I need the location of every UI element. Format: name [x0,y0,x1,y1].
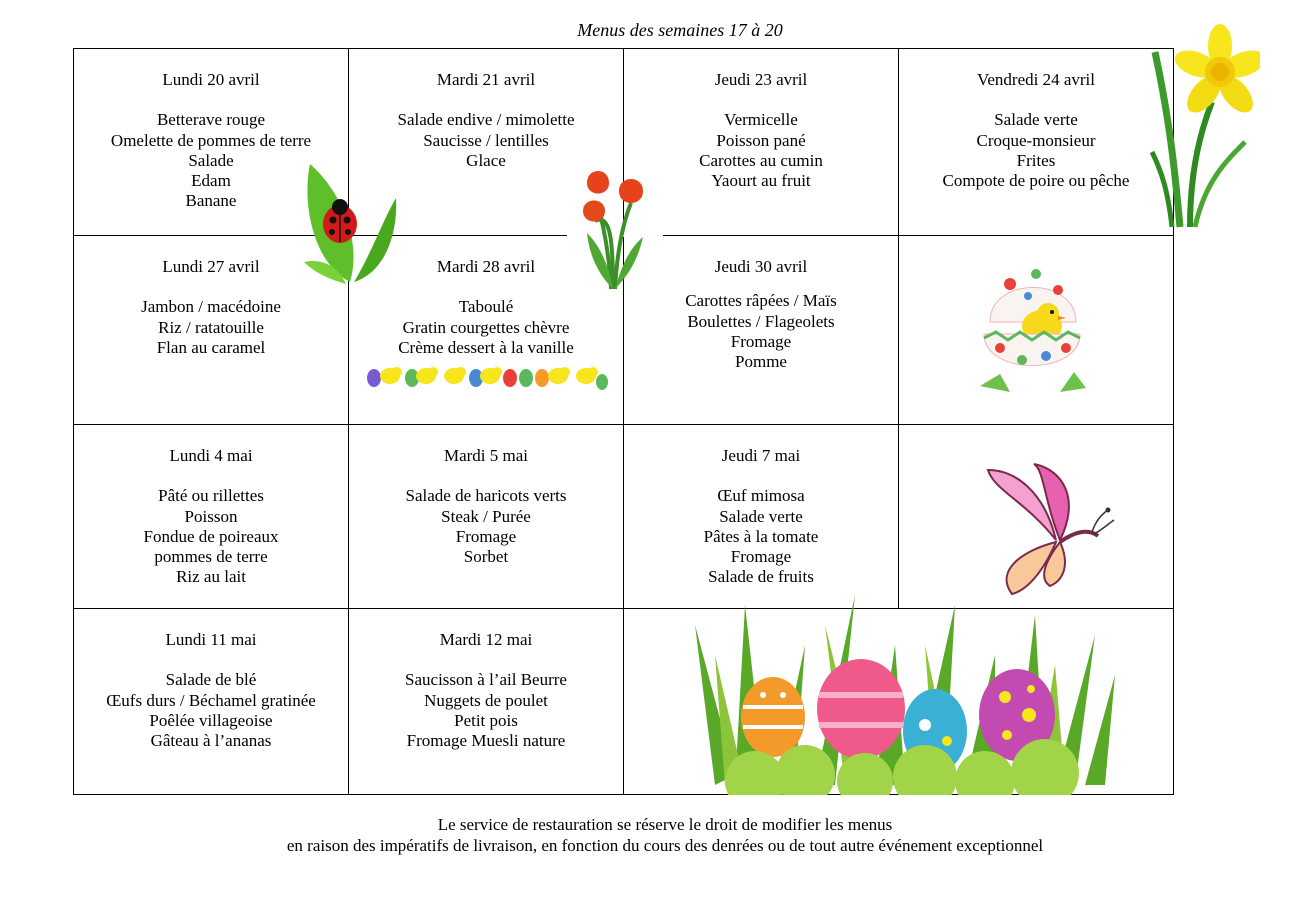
dish: Salade verte [719,506,803,526]
day-cell [624,236,899,425]
day-date: Lundi 20 avril [162,70,260,89]
dish: Poisson [184,506,238,526]
dish: Salade de haricots verts [405,486,567,506]
day-date: Mardi 21 avril [436,70,536,89]
dish: Omelette de pommes de terre [110,130,312,150]
footer-line: en raison des impératifs de livraison, en fonction du cours des denrées ou de tout autre événement exceptionnel [286,835,1044,855]
dish: Fondue de poireaux [143,526,279,546]
day-date: Jeudi 23 avril [714,70,808,89]
day-date: Lundi 11 mai [165,630,257,649]
footer-note [0,815,1310,856]
butterfly-icon [984,460,1124,600]
page-title: Menus des semaines 17 à 20 [577,20,783,40]
dish: Vermicelle [724,110,798,130]
dish: Salade [188,150,234,170]
dish: Œuf mimosa [717,486,805,506]
dish: Gratin courgettes chèvre [402,317,570,337]
chicks-eggs-border-icon [364,360,610,394]
dish: Pomme [735,352,787,372]
dish: Fromage [730,547,792,567]
dish: Salade de blé [165,670,257,690]
day-date: Mardi 28 avril [436,257,536,276]
day-date: Lundi 4 mai [169,446,253,465]
day-cell [624,49,899,236]
tulips-icon [567,163,663,291]
dish: Nuggets de poulet [424,690,548,710]
dish: Poisson pané [716,130,806,150]
dish: Fromage [455,526,517,546]
dish: Sorbet [463,547,509,567]
dish: Salade verte [994,110,1078,130]
day-date: Lundi 27 avril [162,257,260,276]
dish: Flan au caramel [156,337,266,357]
day-date: Mardi 5 mai [443,446,529,465]
dish: Pâté ou rillettes [158,486,264,506]
dish: Steak / Purée [441,506,531,526]
dish: Betterave rouge [156,110,266,130]
dish: pommes de terre [154,547,268,567]
day-date: Jeudi 7 mai [721,446,801,465]
day-cell [74,609,349,795]
dish: Saucisse / lentilles [423,130,549,150]
day-cell [624,425,899,609]
dish: Edam [191,171,231,191]
footer-line: Le service de restauration se réserve le droit de modifier les menus [437,815,893,834]
day-date: Mardi 12 mai [439,630,533,649]
day-date: Vendredi 24 avril [976,70,1096,89]
day-cell [349,425,624,609]
dish: Œufs durs / Béchamel gratinée [106,690,316,710]
dish: Salade de fruits [708,567,814,587]
dish: Gâteau à l’ananas [150,731,272,751]
day-cell [899,49,1174,236]
dish: Fromage [730,331,792,351]
dish: Petit pois [454,710,518,730]
dish: Saucisson à l’ail Beurre [405,670,567,690]
dish: Jambon / macédoine [141,297,281,317]
dish: Croque-monsieur [976,130,1096,150]
dish: Boulettes / Flageolets [687,311,835,331]
day-date: Jeudi 30 avril [714,257,808,276]
dish: Compote de poire ou pêche [942,171,1130,191]
dish: Yaourt au fruit [711,171,811,191]
dish: Crème dessert à la vanille [398,337,574,357]
dish: Carottes râpées / Maïs [685,291,837,311]
easter-eggs-grass-icon [695,585,1115,795]
dish: Fromage Muesli nature [406,731,566,751]
dish: Poêlée villageoise [149,710,273,730]
dish: Salade endive / mimolette [397,110,575,130]
daffodil-icon [1150,22,1260,232]
dish: Pâtes à la tomate [703,526,819,546]
day-cell [349,609,624,795]
dish: Banane [185,191,237,211]
chick-egg-icon [970,256,1096,398]
day-cell [74,425,349,609]
dish: Riz au lait [176,567,246,587]
ladybug-leaf-icon [302,162,398,286]
dish: Riz / ratatouille [158,317,264,337]
dish: Carottes au cumin [699,150,823,170]
dish: Frites [1016,150,1056,170]
dish: Taboulé [458,297,514,317]
dish: Glace [466,150,506,170]
